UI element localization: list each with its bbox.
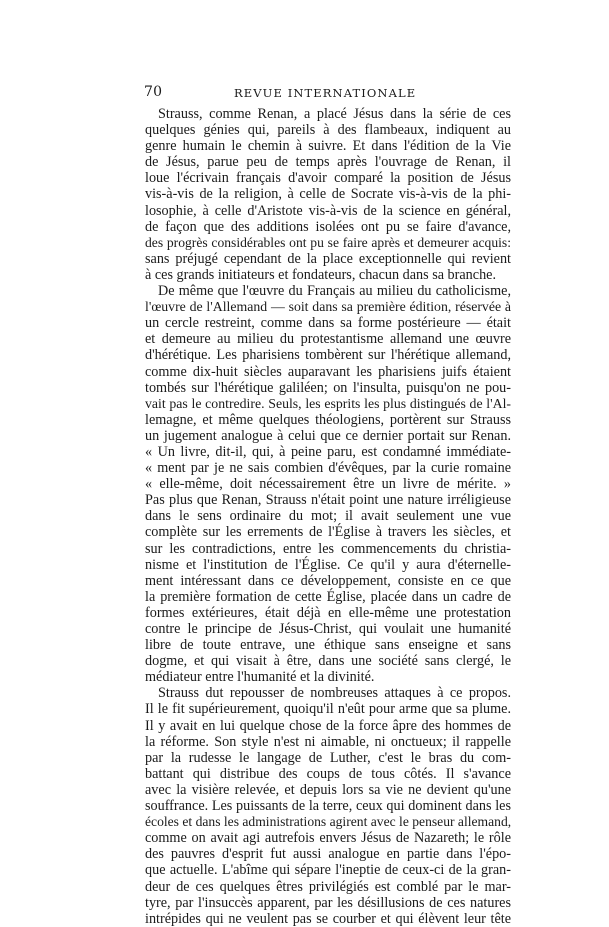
text-line: écoles et dans les administrations agirent avec le penseur allemand, (145, 814, 512, 830)
text-line: quelques génies qui, pareils à des flambeaux, indiquent au (145, 122, 511, 139)
paragraph-3 (145, 685, 511, 926)
text-line: avec la visière relevée, et depuis lors sa vie ne devient qu'une (145, 781, 511, 798)
text-line: Pas plus que Renan, Strauss n'était point une nature irréligieuse (145, 492, 511, 509)
text-line: « elle-même, doit nécessairement être un livre de mérite. » (145, 476, 511, 493)
text-line: vait pas le contredire. Seuls, les esprits les plus distingués de l'Al- (145, 395, 511, 411)
text-line: de façon que des additions isolées ont pu se faire d'avance, (145, 218, 511, 235)
text-line: comme dix-huit siècles auparavant les pharisiens juifs étaient (145, 363, 511, 380)
text-line: tyre, par l'insuccès apparent, par les désillusions de ces natures (145, 894, 511, 911)
text-line: souffrance. Les puissants de la terre, ceux qui dominent dans les (145, 798, 511, 815)
journal-title: REVUE INTERNATIONALE (234, 86, 417, 100)
running-header (144, 84, 514, 102)
text-line: Il y avait en lui quelque chose de la force âpre des hommes de (145, 717, 511, 734)
text-line: l'œuvre de l'Allemand — soit dans sa première édition, réservée à (145, 299, 511, 315)
text-line: et demeure au milieu du protestantisme allemand une œuvre (145, 331, 511, 348)
text-line: sans préjugé cependant de la place exceptionnelle qui revient (145, 250, 511, 267)
text-line: de Jésus, parue peu de temps après l'ouvrage de Renan, il (145, 154, 511, 171)
text-line: complète sur les errements de l'Église à travers les siècles, et (145, 524, 511, 541)
text-line: intrépides qui ne veulent pas se courber et qui élèvent leur tête (145, 910, 511, 927)
text-line: Strauss, comme Renan, a placé Jésus dans la série de ces (158, 106, 511, 122)
text-line: comme on avait agi autrefois envers Jésus de Nazareth; le rôle (145, 830, 511, 847)
text-line: par la rudesse le langage de Luther, c'est le bras du com- (145, 749, 511, 766)
text-line: des progrès considérables ont pu se faire après et demeurer acquis: (145, 234, 511, 250)
text-line: losophie, à celle d'Aristote vis-à-vis de la science en général, (145, 202, 511, 219)
text-line: dogme, et qui visait à être, dans une société sans clergé, le (145, 653, 511, 670)
text-line: dans le sens ordinaire du mot; il avait seulement une vue (145, 508, 511, 525)
text-line: ment intéressant dans ce développement, consiste en ce que (145, 572, 511, 589)
text-line: libre de toute entrave, une éthique sans enseigne et sans (145, 637, 511, 654)
paragraph-2 (145, 283, 511, 685)
text-line: la réforme. Son style n'est ni aimable, ni onctueux; il rappelle (145, 733, 511, 750)
text-line: De même que l'œuvre du Français au milieu du catholicisme, (158, 283, 511, 300)
text-line: un cercle restreint, comme dans sa forme postérieure — était (145, 315, 511, 332)
text-line: que actuelle. L'abîme qui sépare l'ineptie de ceux-ci de la gran- (145, 862, 511, 879)
text-line: la première formation de cette Église, placée dans un cadre de (145, 588, 511, 605)
text-line: genre humain le chemin à suivre. Et dans l'édition de la Vie (145, 138, 511, 155)
body-text (145, 106, 511, 927)
text-line: battant qui distribue des coups de tous côtés. Il s'avance (145, 765, 511, 782)
text-line: sur les contradictions, entre les commencements du christia- (145, 540, 511, 557)
text-line: à ces grands initiateurs et fondateurs, chacun dans sa branche. (145, 266, 497, 283)
text-line: contre le principe de Jésus-Christ, qui voulait une humanité (145, 621, 511, 637)
text-line: nisme et l'institution de l'Église. Ce qu'il y aura d'éternelle- (145, 556, 511, 573)
page-number: 70 (144, 84, 163, 100)
text-line: d'hérétique. Les pharisiens tombèrent sur l'hérétique allemand, (145, 347, 511, 364)
text-line: vis-à-vis de la religion, à celle de Socrate vis-à-vis de la phi- (145, 186, 511, 203)
text-line: des pauvres d'esprit fut aussi analogue en partie dans l'épo- (145, 846, 511, 863)
text-line: Il le fit supérieurement, quoiqu'il n'eût pour arme que sa plume. (145, 701, 511, 718)
text-line: formes extérieures, était déjà en elle-même une protestation (145, 604, 511, 621)
paragraph-1 (145, 106, 511, 283)
text-line: Strauss dut repousser de nombreuses attaques à ce propos. (158, 685, 511, 702)
text-line: un jugement analogue à celui que ce dernier portait sur Renan. (145, 427, 511, 444)
text-line: « ment par je ne sais combien d'évêques, par la curie romaine (145, 460, 511, 477)
text-line: tombés sur l'hérétique galiléen; on l'insulta, puisqu'on ne pou- (145, 379, 511, 396)
text-line: « Un livre, dit-il, qui, à peine paru, est condamné immédiate- (145, 443, 511, 460)
text-line: loue l'écrivain français d'avoir comparé la position de Jésus (145, 170, 511, 187)
text-line: deur de ces quelques êtres privilégiés est comblé par le mar- (145, 878, 511, 895)
text-line: médiateur entre l'humanité et la divinité. (145, 669, 375, 686)
text-line: lemagne, et même quelques théologiens, portèrent sur Strauss (145, 411, 511, 428)
